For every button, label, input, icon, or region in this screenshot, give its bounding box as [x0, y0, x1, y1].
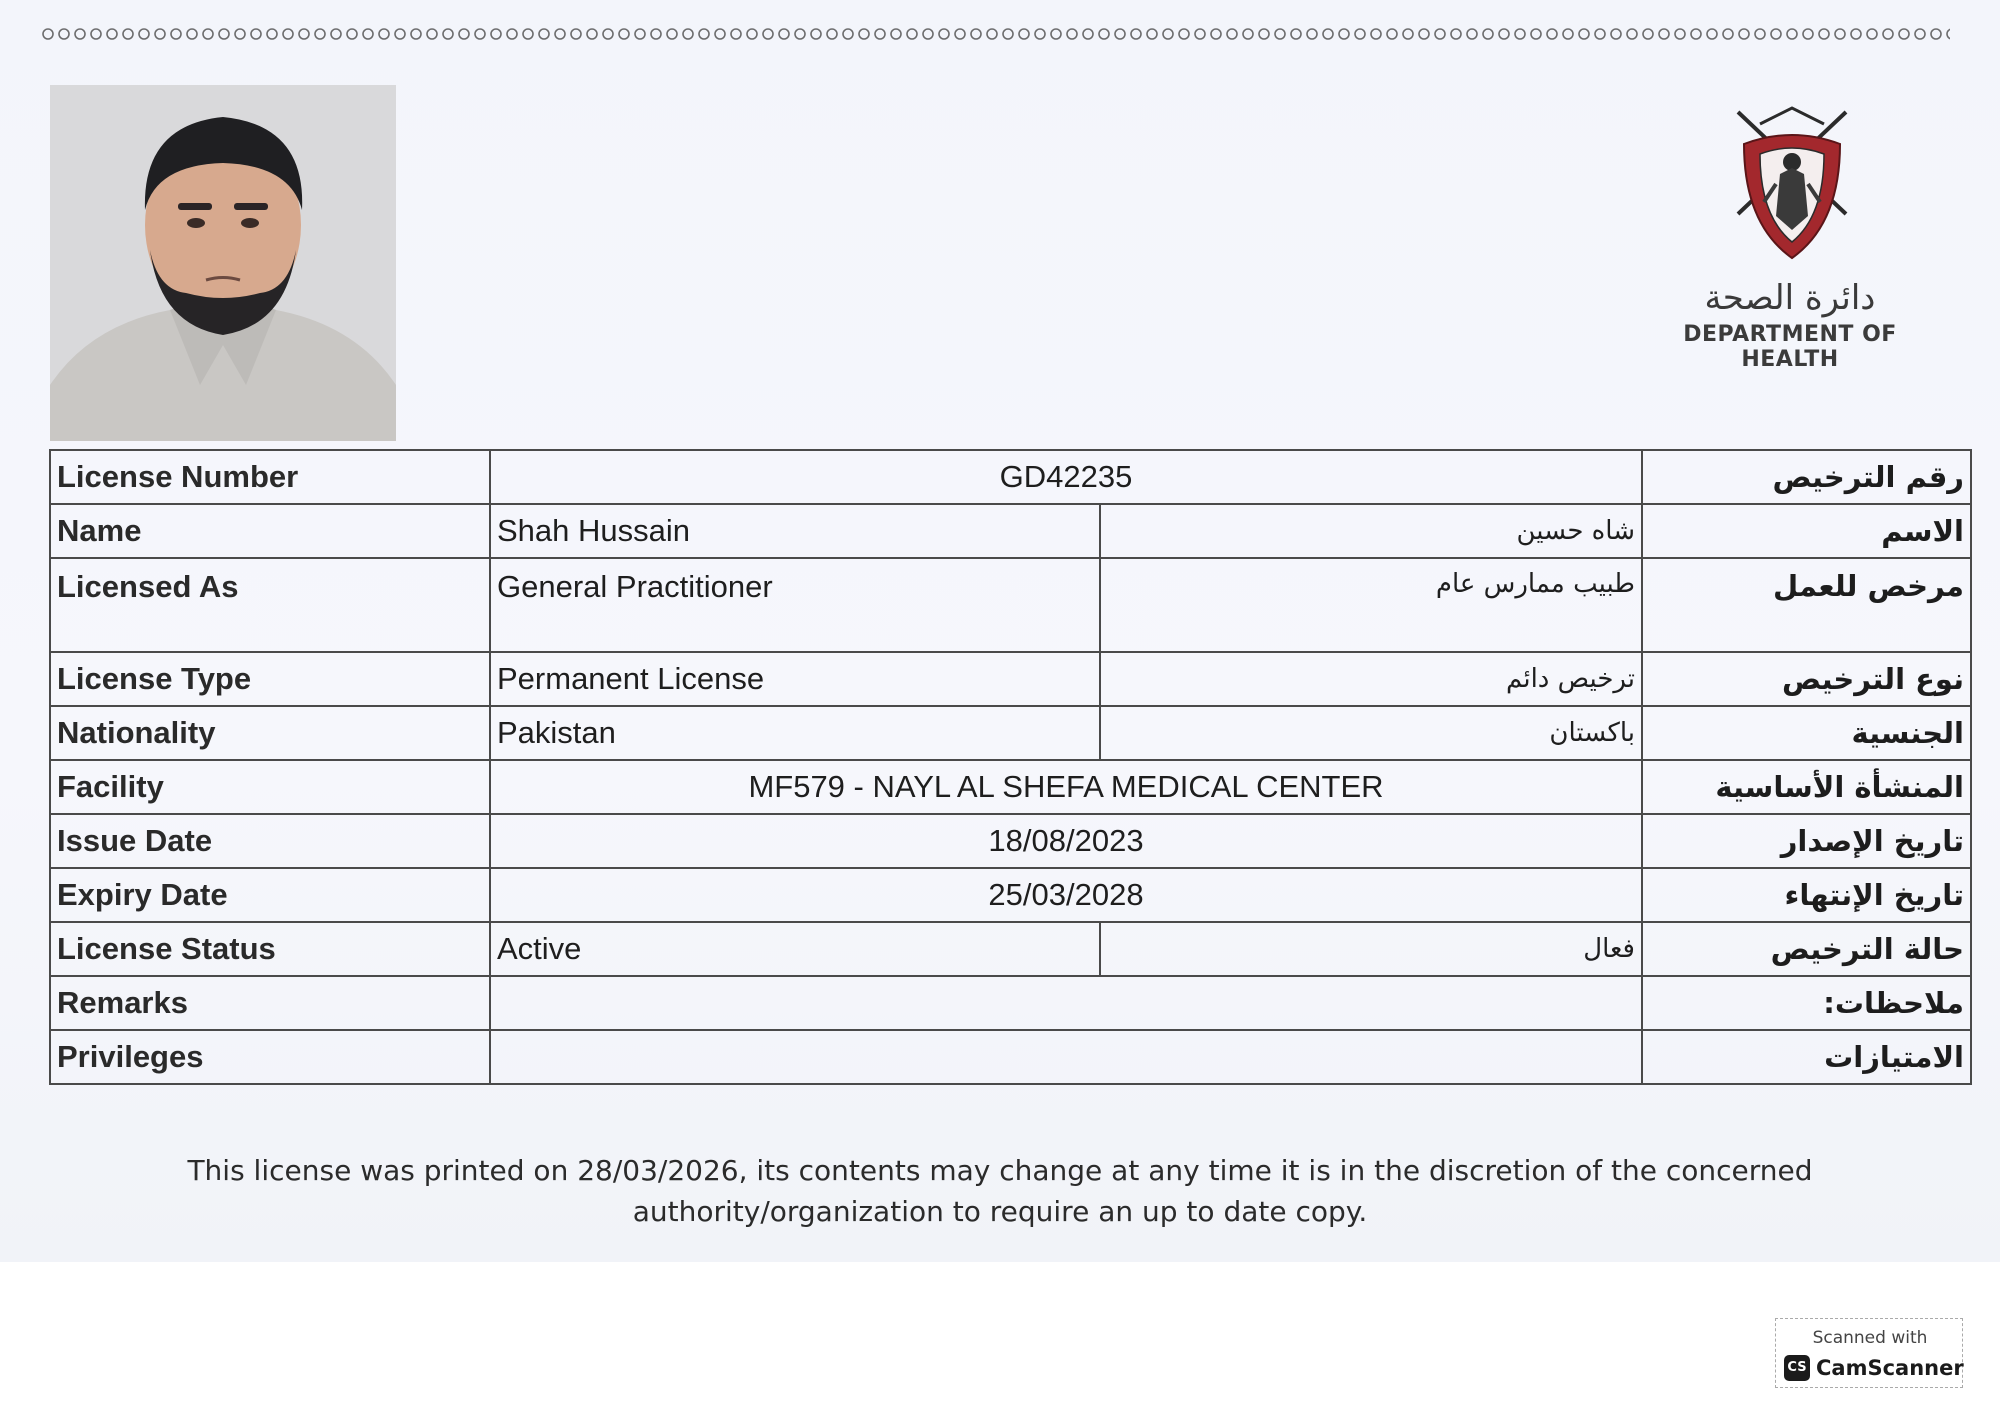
label-license-number-ar: رقم الترخيص: [1642, 450, 1971, 504]
license-details-table: [49, 449, 1972, 1085]
table-row: [50, 558, 1971, 652]
table-row: [50, 504, 1971, 558]
value-licensed-as-ar: طبيب ممارس عام: [1100, 558, 1642, 652]
table-row: [50, 868, 1971, 922]
label-privileges: Privileges: [50, 1030, 490, 1084]
label-remarks: Remarks: [50, 976, 490, 1030]
value-nationality-en: Pakistan: [490, 706, 1100, 760]
label-license-type-ar: نوع الترخيص: [1642, 652, 1971, 706]
value-license-type-en: Permanent License: [490, 652, 1100, 706]
value-license-number: GD42235: [490, 450, 1642, 504]
value-license-status-ar: فعال: [1100, 922, 1642, 976]
label-expiry-date: Expiry Date: [50, 868, 490, 922]
label-name: Name: [50, 504, 490, 558]
label-facility-ar: المنشأة الأساسية: [1642, 760, 1971, 814]
holder-photo: [50, 85, 396, 441]
value-name-en: Shah Hussain: [490, 504, 1100, 558]
label-license-status-ar: حالة الترخيص: [1642, 922, 1971, 976]
label-license-status: License Status: [50, 922, 490, 976]
label-license-number: License Number: [50, 450, 490, 504]
value-privileges: [490, 1030, 1642, 1084]
value-remarks: [490, 976, 1642, 1030]
value-license-type-ar: ترخيص دائم: [1100, 652, 1642, 706]
print-disclaimer: [180, 1150, 1820, 1232]
camscanner-brand: CamScanner: [1816, 1356, 1964, 1380]
value-license-status-en: Active: [490, 922, 1100, 976]
department-name-english: DEPARTMENT OF HEALTH: [1683, 322, 1897, 372]
department-name-arabic: دائرة الصحة: [1704, 278, 1876, 318]
value-name-ar: شاه حسين: [1100, 504, 1642, 558]
label-remarks-ar: ملاحظات:: [1642, 976, 1971, 1030]
table-row: [50, 652, 1971, 706]
value-nationality-ar: باكستان: [1100, 706, 1642, 760]
value-licensed-as-en: General Practitioner: [490, 558, 1100, 652]
label-nationality: Nationality: [50, 706, 490, 760]
label-nationality-ar: الجنسية: [1642, 706, 1971, 760]
label-expiry-date-ar: تاريخ الإنتهاء: [1642, 868, 1971, 922]
print-disclaimer-line-1: This license was printed on 28/03/2026, its contents may change at any time it is in the discretion of the concerned: [187, 1154, 1813, 1187]
table-row: [50, 760, 1971, 814]
label-licensed-as: Licensed As: [50, 558, 490, 652]
label-name-ar: الاسم: [1642, 504, 1971, 558]
table-row: [50, 814, 1971, 868]
label-issue-date: Issue Date: [50, 814, 490, 868]
label-licensed-as-ar: مرخص للعمل: [1642, 558, 1971, 652]
camscanner-caption: Scanned with: [1812, 1328, 1928, 1348]
value-facility: MF579 - NAYL AL SHEFA MEDICAL CENTER: [490, 760, 1642, 814]
abu-dhabi-falcon-crest-icon: [1730, 104, 1854, 268]
print-disclaimer-line-2: authority/organization to require an up to date copy.: [632, 1195, 1368, 1228]
ornamental-top-border: [40, 26, 1950, 42]
camscanner-logo-icon: CS: [1784, 1355, 1810, 1381]
value-expiry-date: 25/03/2028: [490, 868, 1642, 922]
table-row: [50, 706, 1971, 760]
table-row: [50, 1030, 1971, 1084]
table-row: [50, 976, 1971, 1030]
label-license-type: License Type: [50, 652, 490, 706]
label-privileges-ar: الامتيازات: [1642, 1030, 1971, 1084]
label-issue-date-ar: تاريخ الإصدار: [1642, 814, 1971, 868]
table-row: [50, 450, 1971, 504]
value-issue-date: 18/08/2023: [490, 814, 1642, 868]
camscanner-watermark: [1775, 1318, 1963, 1388]
table-row: [50, 922, 1971, 976]
label-facility: Facility: [50, 760, 490, 814]
